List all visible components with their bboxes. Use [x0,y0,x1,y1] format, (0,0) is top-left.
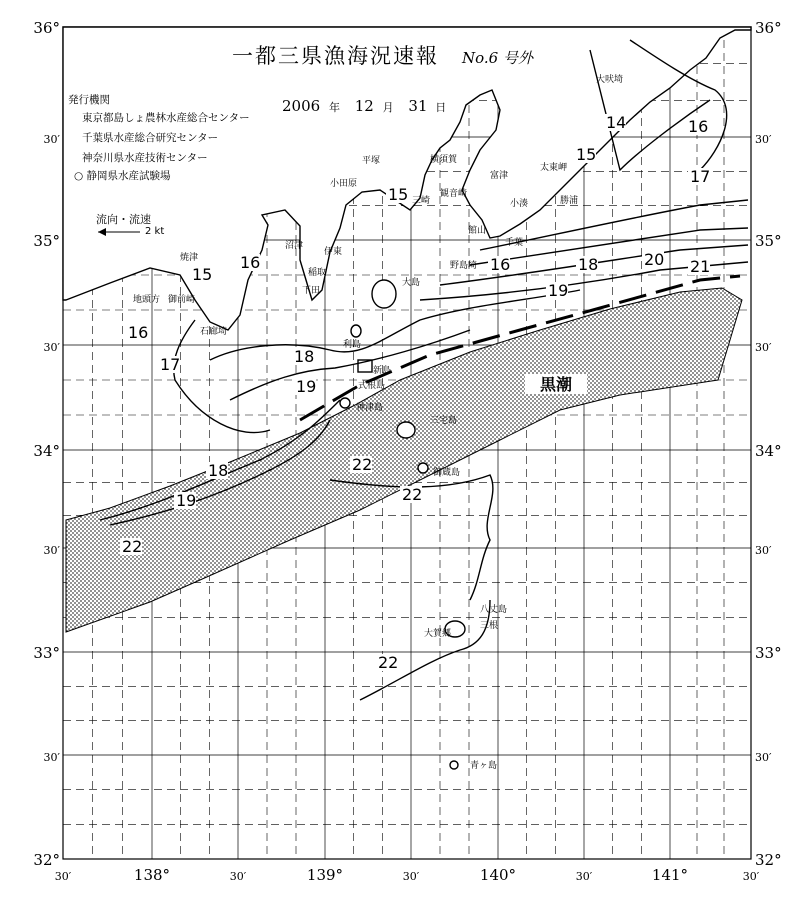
latitude-label-right: 32° [755,851,782,869]
place-name: 八丈島 [480,605,508,615]
isotherm-label: 17 [690,167,711,186]
isotherm-label: 22 [378,653,399,672]
latitude-label-right: 30′ [755,544,772,557]
place-name: 御蔵島 [433,468,461,478]
longitude-labels [55,866,760,884]
latitude-label-right: 30′ [755,133,772,146]
place-name: 式根島 [358,381,386,391]
place-name: 大島 [402,278,421,288]
place-name: 太東岬 [540,163,568,173]
isotherm-label: 16 [688,117,709,136]
latitude-label-left: 30′ [43,341,60,354]
latitude-label-right: 30′ [755,341,772,354]
flow-legend-label: 流向・流速 [96,213,151,226]
place-name: 地頭方 [133,295,161,305]
isotherm-label: 22 [122,537,143,556]
miyakejima-island [397,422,415,438]
longitude-label: 30′ [54,870,72,883]
place-name: 三崎 [412,196,431,206]
issuer-org-4: ○ 静岡県水産試験場 [74,170,171,182]
isotherm-label: 16 [240,253,261,272]
place-name: 野島埼 [450,261,478,271]
longitude-label: 140° [479,866,517,884]
issue-date [282,97,446,115]
place-name: 焼津 [180,253,199,263]
kuroshio-label: 黒潮 [539,375,573,394]
oshima-island [372,280,396,308]
date-year-unit: 年 [328,101,340,114]
mikurajima-island [418,463,428,473]
place-name: 観音崎 [440,189,468,199]
place-name: 大賀郷 [424,629,452,639]
place-name: 伊東 [324,247,343,257]
isotherm-label: 14 [606,113,627,132]
longitude-label: 139° [306,866,344,884]
latitude-label-right: 35° [755,232,782,250]
place-name: 横須賀 [430,155,458,165]
issuer-org-1: 東京都島しょ農林水産総合センター [82,112,250,124]
place-name: 千葉 [505,238,524,248]
place-name: 富津 [490,171,509,181]
longitude-label: 141° [651,866,689,884]
place-name: 三根 [480,621,499,631]
date-month-unit: 月 [382,101,394,114]
place-name: 小田原 [330,179,358,189]
date-day: 31 [408,97,428,115]
longitude-label: 30′ [402,870,420,883]
kozushima-island [340,398,350,408]
islands [340,280,465,769]
place-name: 青ヶ島 [470,761,498,771]
place-name: 勝浦 [560,196,579,206]
date-year: 2006 [282,97,321,115]
isotherm-label: 18 [578,255,599,274]
issuer-org-2: 千葉県水産総合研究センター [82,132,219,144]
isotherm-label: 16 [490,255,511,274]
isotherm-label: 15 [192,265,213,284]
latitude-label-left: 35° [33,232,60,250]
isotherm-label: 17 [160,355,181,374]
isotherm-label: 21 [690,257,711,276]
isotherm-label: 19 [176,491,197,510]
latitude-label-left: 32° [33,851,60,869]
place-name: 館山 [468,226,487,236]
place-name: 神津島 [356,403,384,413]
isotherm-label: 18 [294,347,315,366]
longitude-label: 30′ [742,870,760,883]
issuer-org-3: 神奈川県水産技術センター [82,152,208,164]
isotherm-label: 22 [402,485,423,504]
place-name: 小湊 [510,199,529,209]
latitude-label-left: 34° [33,442,60,460]
date-month: 12 [354,97,374,115]
place-name: 利島 [343,340,362,350]
isotherm-label: 16 [128,323,149,342]
place-name: 新島 [373,366,392,376]
toshima-island [351,325,361,337]
isotherm-label: 19 [548,281,569,300]
flow-legend-scale: 2 kt [145,226,165,237]
isotherm-label: 19 [296,377,317,396]
latitude-label-left: 33° [33,644,60,662]
issuer-heading: 発行機関 [68,94,110,106]
isotherm-label: 15 [576,145,597,164]
latitude-label-left: 30′ [43,544,60,557]
isotherm-label: 20 [644,250,665,269]
date-day-unit: 日 [435,101,447,114]
longitude-label: 30′ [229,870,247,883]
place-name: 三宅島 [430,416,458,426]
latitude-label-left: 30′ [43,133,60,146]
isotherm-label: 18 [208,461,229,480]
bulletin-number: No.6 号外 [462,49,533,67]
map-title: 一都三県漁海況速報 [232,44,439,68]
place-name: 石廊埼 [200,327,228,337]
longitude-label: 138° [133,866,171,884]
latitude-label-right: 30′ [755,751,772,764]
latitude-label-right: 34° [755,442,782,460]
isotherm-label: 15 [388,185,409,204]
kuroshio-band [66,288,742,632]
place-name: 大吠埼 [596,75,624,85]
place-name: 稲取 [308,268,327,278]
latitude-label-left: 36° [33,19,60,37]
latitude-label-left: 30′ [43,751,60,764]
isotherm-label: 22 [352,455,373,474]
place-name: 平塚 [362,156,381,166]
place-name: 沼津 [285,241,304,251]
place-name: 下田 [302,286,321,296]
latitude-label-right: 33° [755,644,782,662]
aogashima-island [450,761,458,769]
longitude-label: 30′ [575,870,593,883]
place-name: 御前崎 [168,295,196,305]
latitude-label-right: 36° [755,19,782,37]
